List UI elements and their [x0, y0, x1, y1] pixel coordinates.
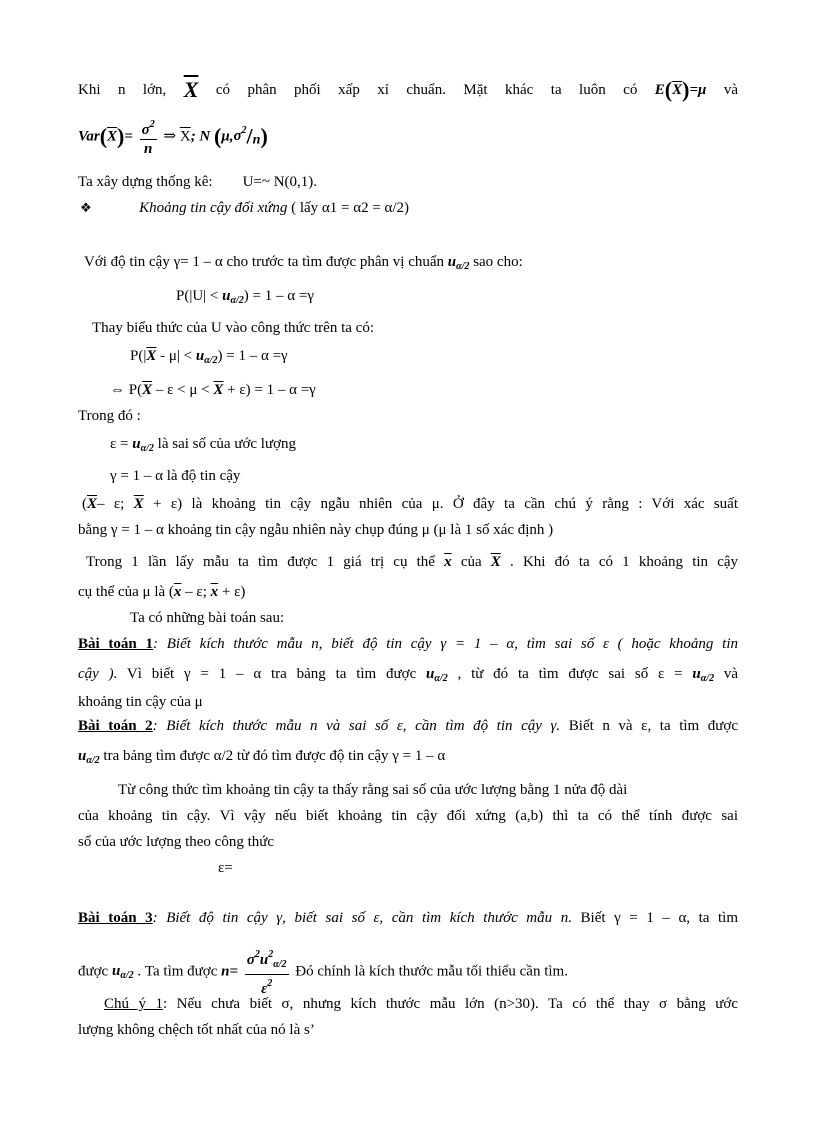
variance-formula: $Var(\overline{X})=$ $\frac{\sigma^2}{n}$ ⇒ $\overline{X}$; N $(\mu,\sigma^2/n)$ — [78, 116, 268, 158]
quantile-symbol: $u_{\alpha/2}$ — [447, 254, 470, 272]
note-1: Chú ý 1: Nếu chưa biết σ, nhưng kích thước mẫu lớn (n>30). Ta có thể thay σ bằng ước — [104, 996, 739, 1012]
line-11: $\varepsilon = u_{\alpha/2}$ là sai số của ước lượng — [110, 436, 297, 454]
line-24: của khoảng tin cậy. Vì vậy nếu biết khoảng tin cậy đối xứng (a,b) thì ta có thể tính được sai — [78, 808, 738, 824]
line-19: cậy ). Vì biết γ = 1 – α tra bảng ta tìm được $u_{\alpha/2}$ , từ đó ta tìm được sai số $\varepsilon = u_{\alpha/2}$ và — [78, 666, 739, 684]
line-22: $u_{\alpha/2}$ tra bảng tìm được α/2 từ đó tìm được độ tin cậy γ = 1 – α — [78, 748, 446, 766]
problem-1-heading: Bài toán 1: Biết kích thước mẫu n, biết độ tin cậy γ = 1 – α, tìm sai số ε ( hoặc khoảng tin — [78, 636, 739, 652]
epsilon-formula: ε= — [218, 860, 233, 876]
line-4: ❖ Khoảng tin cậy đối xứng ( lấy α1 = α2 = α/2) — [80, 200, 410, 216]
line-17: Ta có những bài toán sau: — [130, 610, 285, 626]
line-7: Thay biểu thức của U vào công thức trên ta có: — [92, 320, 374, 336]
line-30: lượng không chệch tốt nhất của nó là s’ — [78, 1022, 315, 1038]
line-5: Với độ tin cậy γ= 1 – α cho trước ta tìm được phân vị chuẩn $u_{\alpha/2}$ sao cho: — [84, 254, 523, 272]
line-15: Trong 1 lần lấy mẫu ta tìm được 1 giá trị cụ thể $\overline{x}$ của $\overline{X}$ . Khi đó ta có 1 khoảng tin cậy — [86, 554, 739, 570]
xbar-symbol: $\overline{X}$ — [183, 77, 199, 102]
line-25: số của ước lượng theo công thức — [78, 834, 275, 850]
problem-3-heading: Bài toán 3: Biết độ tin cậy γ, biết sai số ε, cần tìm kích thước mẫu n. Biết γ = 1 – α, ta tìm — [78, 910, 739, 926]
line-12: γ = 1 – α là độ tin cậy — [110, 468, 241, 484]
line-1: Khi n lớn, $\overline{X}$ có phân phối xấp xỉ chuẩn. Mặt khác ta luôn có $E(\overline{X})=\mu$ và — [78, 77, 738, 102]
line-9: ⇔ $P(\overline{X} - \varepsilon < \mu < \overline{X} + \varepsilon) = 1 - \alpha =\gamma$ — [110, 382, 316, 398]
line-16: cụ thể của μ là ($\overline{x}$ – ε; $\overline{x} + \varepsilon$) — [78, 584, 246, 600]
problem-2-heading: Bài toán 2: Biết kích thước mẫu n và sai số ε, cần tìm độ tin cậy γ. Biết n và ε, ta tìm được — [78, 718, 739, 734]
expectation-formula: $E(\overline{X})=\mu$ — [654, 77, 707, 102]
line-13: ($\overline{X}-$ ε; $\overline{X} + \varepsilon$) là khoảng tin cậy ngẫu nhiên của μ. Ở đây ta cần chú ý rằng : Với xác suất — [82, 496, 739, 512]
line-28: được $u_{\alpha/2}$ . Ta tìm được n= $\frac{\sigma^2u^2_{\alpha/2}}{\varepsilon^2}$ Đó chính là kích thước mẫu tối thiểu cần tìm. — [78, 946, 568, 998]
variance-fraction: $\frac{\sigma^2}{n}$ — [140, 116, 157, 158]
line-10: Trong đó : — [78, 408, 141, 424]
line-8: $P(|\overline{X} - \mu| < u_{\alpha/2}) = 1 - \alpha =\gamma$ — [130, 348, 288, 366]
line-20: khoảng tin cậy của μ — [78, 694, 203, 710]
diamond-bullet-icon: ❖ — [80, 200, 92, 215]
sample-size-fraction: $\frac{\sigma^2u^2_{\alpha/2}}{\varepsilon^2}$ — [245, 946, 289, 998]
line-14: bằng γ = 1 – α khoảng tin cậy ngẫu nhiên này chụp đúng μ (μ là 1 số xác định ) — [78, 522, 554, 538]
line-6: $P(|U| < u_{\alpha/2}) = 1 - \alpha =\gamma$ — [176, 288, 314, 306]
line-23: Từ công thức tìm khoảng tin cậy ta thấy rằng sai số của ước lượng bằng 1 nửa độ dài — [118, 782, 628, 798]
line-3: Ta xây dựng thống kê: U=~ N(0,1). — [78, 174, 318, 190]
